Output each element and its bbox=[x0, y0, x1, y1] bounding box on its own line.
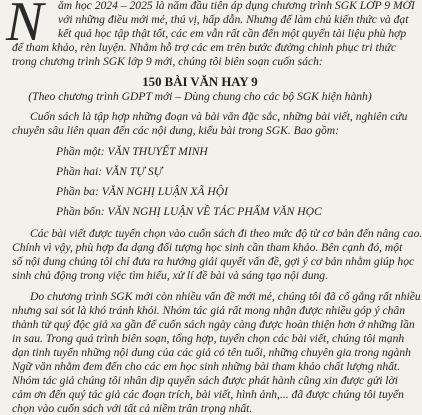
paragraph-line: Nhóm tác giả chúng tôi nhân dịp quyển sách được phát hành cũng xin được gửi lời bbox=[12, 374, 398, 387]
intro-line: ăm học 2024 – 2025 là năm đầu tiên áp dụng chương trình SGK LỚP 9 MỚI bbox=[58, 0, 415, 12]
book-subtitle: (Theo chương trình GDPT mới – Dùng chung cho các bộ SGK hiện hành) bbox=[28, 90, 372, 103]
intro-line: trong chương trình SGK lớp 9 mới, chúng tôi biên soạn cuốn sách: bbox=[12, 55, 323, 68]
paragraph-line: chọn vào cuốn sách với tất cả niềm trân trọng nhất. bbox=[12, 402, 253, 415]
part-two-item: Phần hai: VĂN TỰ SỰ bbox=[56, 165, 163, 178]
intro-line: với những điều mới mẻ, thú vị, hấp dẫn. Nhưng để làm chủ kiến thức và đạt bbox=[58, 13, 409, 26]
part-three-item: Phần ba: VĂN NGHỊ LUẬN XÃ HỘI bbox=[56, 185, 228, 198]
description-line: Cuốn sách là tập hợp những đoạn và bài văn đặc sắc, những bài viết, nghiên cứu bbox=[30, 110, 408, 123]
drop-cap-letter: N bbox=[6, 0, 44, 53]
part-one-item: Phần một: VĂN THUYẾT MINH bbox=[56, 145, 208, 158]
intro-line: kết quả học tập thật tốt, các em vẫn rất cần đến một quyển tài liệu phù hợp bbox=[58, 27, 407, 40]
paragraph-line: Các bài viết được tuyển chọn vào cuốn sách đi theo mức độ từ cơ bản đến nâng cao. bbox=[30, 227, 422, 240]
part-four-item: Phần bốn: VĂN NGHỊ LUẬN VỀ TÁC PHẨM VĂN HỌC bbox=[56, 205, 322, 218]
intro-line: để tham khảo, rèn luyện. Nhằm hỗ trợ các em trên bước đường chinh phục tri thức bbox=[12, 41, 396, 54]
paragraph-line: Ngữ văn nhằm đem đến cho các em học sinh những bài tham khảo chất lượng nhất. bbox=[12, 360, 401, 373]
paragraph-line: sinh chủ động trong việc tìm hiểu, xử lí đề bài và sáng tạo nội dung. bbox=[12, 269, 328, 282]
book-title: 150 BÀI VĂN HAY 9 bbox=[142, 75, 258, 89]
description-line: chuyên sâu liên quan đến các nội dung, kiểu bài trong SGK. Bao gồm: bbox=[12, 124, 340, 137]
paragraph-line: dạn tinh tuyển những nội dung của các giả có tên tuổi, những chuyên gia trong ngành bbox=[12, 346, 411, 359]
paragraph-line: cảm ơn đến quý tác giả các đoạn trích, bài viết, hình ảnh,... đã được chúng tôi tuyển bbox=[12, 388, 404, 401]
paragraph-line: thành từ quý độc giả xa gần để cuốn sách ngày càng được hoàn thiện hơn ở những lần bbox=[12, 318, 415, 331]
paragraph-line: Chính vì vậy, phù hợp đa dạng đối tượng học sinh cần tham khảo. Bên cạnh đó, một bbox=[12, 241, 403, 254]
paragraph-line: số nội dung chúng tôi chỉ đưa ra hướng giải quyết vấn đề, gợi ý cơ bản nhằm giúp học bbox=[12, 255, 415, 268]
paragraph-line: Do chương trình SGK mới còn nhiều vấn đề mới mẻ, chúng tôi đã cố gắng rất nhiều bbox=[30, 290, 421, 303]
paragraph-line: nhưng sai sót là khó tránh khỏi. Nhóm tác giả rất mong nhận được nhiều góp ý chân bbox=[12, 304, 406, 317]
paragraph-line: in sau. Trong quá trình biên soạn, tổng hợp, tuyển chọn các bài viết, chúng tôi mạnh bbox=[12, 332, 405, 345]
